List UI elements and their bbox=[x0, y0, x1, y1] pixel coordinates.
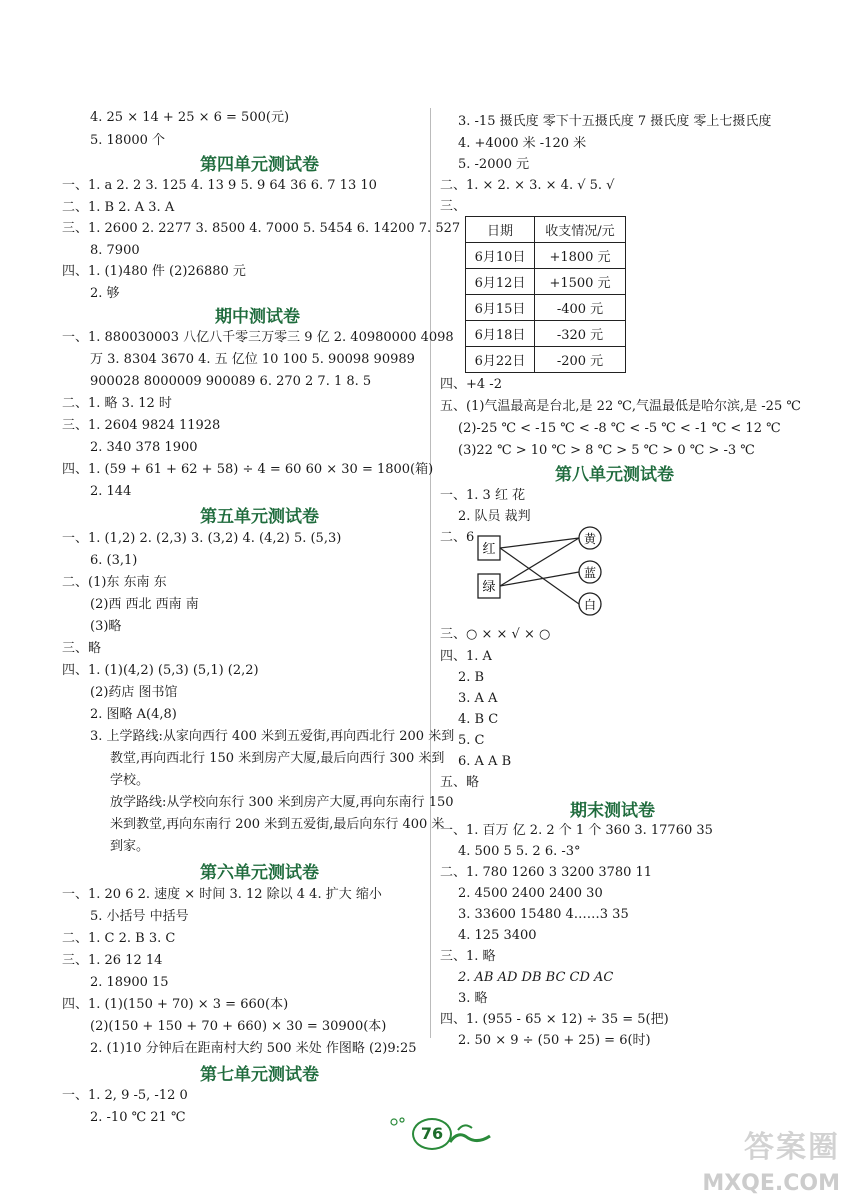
answer-line: 三、 bbox=[440, 199, 467, 214]
decoration-dot-icon bbox=[391, 1119, 397, 1125]
answer-line: 4. 25 × 14 + 25 × 6 = 500(元) bbox=[90, 110, 290, 125]
answer-line: 五、略 bbox=[440, 775, 480, 790]
answer-line: 2. 4500 2400 2400 30 bbox=[458, 886, 603, 901]
section-heading-midterm: 期中测试卷 bbox=[215, 307, 300, 327]
answer-line: 5. 小括号 中括号 bbox=[90, 909, 189, 924]
answer-line: 一、1. 880030003 八亿八千零三万零三 9 亿 2. 40980000 4098 bbox=[62, 330, 454, 345]
answer-line: 900028 8000009 900089 6. 270 2 7. 1 8. 5 bbox=[90, 374, 372, 389]
answer-line: 2. (1)10 分钟后在距南村大约 500 米处 作图略 (2)9:25 bbox=[90, 1041, 417, 1056]
answer-line: 一、1. 20 6 2. 速度 × 时间 3. 12 除以 4 4. 扩大 缩小 bbox=[62, 887, 382, 902]
table-header-cell: 日期 bbox=[466, 217, 535, 243]
table-cell: 6月22日 bbox=[466, 347, 535, 373]
answer-line: 三、略 bbox=[62, 641, 102, 656]
table-row bbox=[466, 243, 626, 269]
table-cell: -400 元 bbox=[535, 295, 626, 321]
answer-line: 二、1. 略 3. 12 时 bbox=[62, 396, 172, 411]
answer-line: (3)22 ℃ > 10 ℃ > 8 ℃ > 5 ℃ > 0 ℃ > -3 ℃ bbox=[458, 443, 755, 458]
answer-line: 二、1. 780 1260 3 3200 3780 11 bbox=[440, 865, 653, 880]
answer-line: 5. 18000 个 bbox=[90, 133, 166, 148]
answer-line: 到家。 bbox=[110, 839, 150, 854]
table-cell: -200 元 bbox=[535, 347, 626, 373]
watermark-logo: 答案圈 bbox=[744, 1130, 840, 1165]
table-cell: 6月18日 bbox=[466, 321, 535, 347]
answer-line: 4. +4000 米 -120 米 bbox=[458, 136, 587, 151]
table-row bbox=[466, 269, 626, 295]
table-cell: 6月12日 bbox=[466, 269, 535, 295]
answer-line: 一、1. 百万 亿 2. 2 个 1 个 360 3. 17760 35 bbox=[440, 823, 713, 838]
match-line bbox=[500, 538, 579, 548]
answer-line: 教堂,再向西北行 150 米到房产大厦,最后向西行 300 米到 bbox=[110, 751, 445, 766]
answer-line: 三、1. 2600 2. 2277 3. 8500 4. 7000 5. 5454 6. 14200 7. 527 bbox=[62, 221, 461, 236]
table-cell: +1800 元 bbox=[535, 243, 626, 269]
table-cell: 6月15日 bbox=[466, 295, 535, 321]
answer-line: 3. A A bbox=[458, 691, 498, 706]
match-label: 绿 bbox=[482, 580, 496, 595]
section-heading-unit4: 第四单元测试卷 bbox=[200, 155, 319, 175]
answer-line: 2. 50 × 9 ÷ (50 + 25) = 6(时) bbox=[458, 1033, 651, 1048]
answer-line: 四、1. (1)(4,2) (5,3) (5,1) (2,2) bbox=[62, 663, 259, 678]
leaf-icon bbox=[458, 1125, 472, 1130]
answer-line: 四、1. (1)(150 + 70) × 3 = 660(本) bbox=[62, 997, 289, 1012]
table-cell: 6月10日 bbox=[466, 243, 535, 269]
answer-line: 2. 18900 15 bbox=[90, 975, 169, 990]
finance-table bbox=[465, 216, 626, 373]
answer-line: 6. A A B bbox=[458, 754, 512, 769]
table-row bbox=[466, 347, 626, 373]
decoration-dot-icon bbox=[400, 1118, 404, 1122]
match-label: 红 bbox=[482, 542, 496, 557]
answer-line: 3. -15 摄氏度 零下十五摄氏度 7 摄氏度 零上七摄氏度 bbox=[458, 114, 772, 129]
answer-line: 2. -10 ℃ 21 ℃ bbox=[90, 1110, 186, 1125]
answer-line: (2)-25 ℃ < -15 ℃ < -8 ℃ < -5 ℃ < -1 ℃ < 12 ℃ bbox=[458, 421, 781, 436]
table-row bbox=[466, 321, 626, 347]
answer-line: 2. 340 378 1900 bbox=[90, 440, 198, 455]
answer-line: 三、1. 26 12 14 bbox=[62, 953, 163, 968]
section-heading-unit5: 第五单元测试卷 bbox=[200, 507, 319, 527]
answer-line: (2)西 西北 西南 南 bbox=[90, 597, 199, 612]
section-heading-unit8: 第八单元测试卷 bbox=[555, 465, 674, 485]
answer-line: 放学路线:从学校向东行 300 米到房产大厦,再向东南行 150 bbox=[110, 795, 454, 810]
answer-line: 二、6 bbox=[440, 530, 475, 545]
answer-line: 米到教堂,再向东南行 200 米到五爱街,最后向东行 400 米 bbox=[110, 817, 445, 832]
answer-line: 四、1. (955 - 65 × 12) ÷ 35 = 5(把) bbox=[440, 1012, 669, 1027]
answer-line: 三、1. 2604 9824 11928 bbox=[62, 418, 221, 433]
answer-line: 二、1. C 2. B 3. C bbox=[62, 931, 176, 946]
answer-line: 3. 略 bbox=[458, 991, 488, 1006]
answer-line: 4. 125 3400 bbox=[458, 928, 537, 943]
table-header-cell: 收支情况/元 bbox=[535, 217, 626, 243]
answer-line: 二、1. × 2. × 3. × 4. √ 5. √ bbox=[440, 178, 615, 193]
answer-line: 3. 33600 15480 4……3 35 bbox=[458, 907, 629, 922]
answer-line: 4. B C bbox=[458, 712, 499, 727]
answer-line: 2. B bbox=[458, 670, 485, 685]
answer-line: 四、1. A bbox=[440, 649, 492, 664]
answer-line: (2)(150 + 150 + 70 + 660) × 30 = 30900(本) bbox=[90, 1019, 387, 1034]
answer-line: 四、+4 -2 bbox=[440, 377, 502, 392]
match-label: 黄 bbox=[583, 532, 597, 546]
match-line bbox=[500, 548, 579, 604]
answer-line: 四、1. (1)480 件 (2)26880 元 bbox=[62, 264, 246, 279]
table-row bbox=[466, 295, 626, 321]
answer-line: (2)药店 图书馆 bbox=[90, 685, 178, 700]
answer-line: 2. AB AD DB BC CD AC bbox=[458, 970, 614, 985]
answer-line: 8. 7900 bbox=[90, 243, 140, 258]
answer-line: 二、1. B 2. A 3. A bbox=[62, 200, 175, 215]
leaf-icon bbox=[450, 1135, 490, 1142]
answer-line: 2. 够 bbox=[90, 286, 120, 301]
answer-line: 二、(1)东 东南 东 bbox=[62, 575, 167, 590]
column-divider bbox=[430, 108, 431, 1038]
section-heading-final: 期末测试卷 bbox=[570, 801, 655, 821]
answer-line: 2. 队员 裁判 bbox=[458, 509, 531, 524]
answer-line: 一、1. a 2. 2 3. 125 4. 13 9 5. 9 64 36 6. 7 13 10 bbox=[62, 178, 377, 193]
table-cell: -320 元 bbox=[535, 321, 626, 347]
answer-line: 三、1. 略 bbox=[440, 949, 496, 964]
answer-line: 5. C bbox=[458, 733, 485, 748]
answer-line: 学校。 bbox=[110, 773, 150, 788]
answer-line: 4. 500 5 5. 2 6. -3° bbox=[458, 844, 581, 859]
answer-line: 2. 144 bbox=[90, 484, 132, 499]
answer-line: 一、1. 3 红 花 bbox=[440, 488, 526, 503]
answer-line: 2. 图略 A(4,8) bbox=[90, 707, 177, 722]
answer-line: 一、1. (1,2) 2. (2,3) 3. (3,2) 4. (4,2) 5. (5,3) bbox=[62, 531, 342, 546]
watermark-text: MXQE.COM bbox=[702, 1171, 840, 1196]
answer-line: 四、1. (59 + 61 + 62 + 58) ÷ 4 = 60 60 × 30 = 1800(箱) bbox=[62, 462, 434, 477]
answer-line: 6. (3,1) bbox=[90, 553, 138, 568]
page-number: 76 bbox=[412, 1118, 452, 1150]
match-label: 白 bbox=[583, 598, 597, 612]
answer-line: 五、(1)气温最高是台北,是 22 ℃,气温最低是哈尔滨,是 -25 ℃ bbox=[440, 399, 801, 414]
answer-line: (3)略 bbox=[90, 619, 122, 634]
answer-line: 一、1. 2, 9 -5, -12 0 bbox=[62, 1088, 188, 1103]
table-cell: +1500 元 bbox=[535, 269, 626, 295]
section-heading-unit7: 第七单元测试卷 bbox=[200, 1065, 319, 1085]
answer-line: 5. -2000 元 bbox=[458, 157, 530, 172]
match-label: 蓝 bbox=[583, 566, 597, 580]
answer-line: 三、○ × × √ × ○ bbox=[440, 627, 551, 642]
answer-line: 3. 上学路线:从家向西行 400 米到五爱街,再向西北行 200 米到 bbox=[90, 729, 455, 744]
answer-line: 万 3. 8304 3670 4. 五 亿位 10 100 5. 90098 90989 bbox=[90, 352, 415, 367]
matching-diagram bbox=[470, 526, 610, 618]
section-heading-unit6: 第六单元测试卷 bbox=[200, 863, 319, 883]
table-header-row bbox=[466, 217, 626, 243]
